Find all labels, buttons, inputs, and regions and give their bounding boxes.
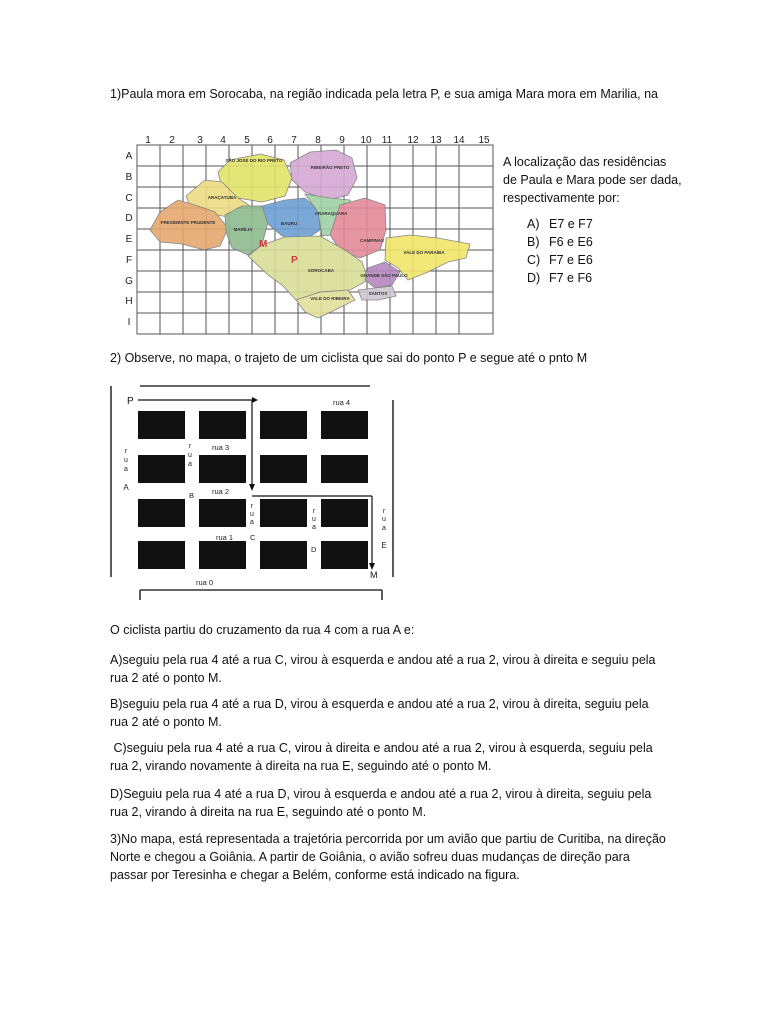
region-label-araraquara: ARARAQUARA — [314, 211, 348, 216]
map-row-c: C — [125, 193, 133, 204]
label-rua-b: B — [189, 491, 195, 500]
map-col-14: 14 — [453, 135, 465, 146]
q1-option-b: B) F6 e E6 — [527, 235, 593, 249]
street-map — [105, 378, 400, 603]
map-col-4: 4 — [220, 135, 226, 146]
region-bauru — [262, 198, 320, 240]
map-col-1: 1 — [145, 135, 151, 146]
map-col-15: 15 — [478, 135, 490, 146]
question-3-text: 3)No mapa, está representada a trajetória percorrida por um avião que partiu de Curitiba, na direção Norte e chegou a Goiânia. A partir de Goiânia, o avião sofreu duas mudanças de direção para passar por Teresinha e chegar a Belém, conforme está indicado na figura. — [110, 832, 666, 882]
block — [199, 455, 246, 483]
map-row-f: F — [125, 255, 133, 266]
label-rua-c: C — [250, 533, 256, 542]
block — [199, 499, 246, 527]
svg-text:a: a — [188, 461, 192, 468]
svg-text:A: A — [123, 483, 129, 492]
q2-option-c: C)seguiu pela rua 4 até a rua C, virou à direita e andou até a rua 2, virou à esquerda, seguiu pela rua 2, virando novamente à direita na rua E, seguindo até o ponto M. — [110, 741, 657, 773]
question-2-lead: O ciclista partiu do cruzamento da rua 4 com a rua A e: — [110, 623, 415, 637]
point-p: P — [127, 396, 134, 407]
map-row-h: H — [125, 296, 133, 307]
q1-option-d: D) F7 e F6 — [527, 271, 593, 285]
map-col-12: 12 — [407, 135, 419, 146]
svg-text:E: E — [381, 541, 387, 550]
map-col-7: 7 — [291, 135, 297, 146]
map-col-2: 2 — [169, 135, 175, 146]
block — [199, 411, 246, 439]
region-label-gsp: GRANDE SÃO PAULO — [360, 273, 408, 278]
map-row-d: D — [125, 213, 133, 224]
svg-text:a: a — [382, 525, 386, 532]
label-rua-2: rua 2 — [212, 487, 230, 496]
region-ribeirao-preto — [290, 150, 357, 200]
block — [260, 411, 307, 439]
block — [138, 499, 185, 527]
block — [321, 499, 368, 527]
block — [138, 455, 185, 483]
map-col-9: 9 — [339, 135, 345, 146]
label-rua-4: rua 4 — [333, 398, 351, 407]
svg-text:u: u — [382, 516, 386, 523]
region-label-sjrp: SÃO JOSÉ DO RIO PRETO — [225, 158, 283, 163]
map-col-11: 11 — [381, 135, 393, 146]
svg-text:a: a — [312, 524, 316, 531]
map-row-b: B — [125, 172, 133, 183]
map-col-3: 3 — [197, 135, 203, 146]
svg-text:u: u — [188, 452, 192, 459]
region-label-santos: SANTOS — [368, 291, 388, 296]
block — [321, 411, 368, 439]
region-label-vp: VALE DO PARAÍBA — [403, 250, 445, 255]
block — [199, 541, 246, 569]
label-rua-e-vertical: r — [382, 508, 386, 515]
label-rua-a-vertical: r — [124, 448, 128, 455]
q1-option-a: A) E7 e F7 — [527, 217, 593, 231]
region-label-bauru: BAURU — [280, 221, 298, 226]
map-col-6: 6 — [267, 135, 273, 146]
block — [260, 455, 307, 483]
q2-option-d: D)Seguiu pela rua 4 até a rua D, virou à esquerda e andou até a rua 2, virou à direita, seguiu pela rua 2, virando à direita na rua E, seguindo até o ponto M. — [110, 787, 652, 819]
map-col-10: 10 — [360, 135, 372, 146]
svg-text:u: u — [312, 516, 316, 523]
label-rua-d: D — [311, 545, 317, 554]
block — [321, 455, 368, 483]
q2-option-a: A)seguiu pela rua 4 até a rua C, virou à esquerda e andou até a rua 2, virou à direita e seguiu pela rua 2 até o ponto M. — [110, 653, 656, 685]
region-label-pp: PRESIDENTE PRUDENTE — [160, 220, 216, 225]
svg-text:a: a — [124, 466, 128, 473]
label-rua-vertical: r — [250, 503, 254, 510]
svg-text:u: u — [124, 457, 128, 464]
map-row-a: A — [125, 151, 133, 162]
block — [138, 411, 185, 439]
q1-option-c: C) F7 e E6 — [527, 253, 593, 267]
label-rua-vertical: r — [188, 443, 192, 450]
label-rua-3: rua 3 — [212, 443, 230, 452]
point-m: M — [370, 570, 378, 580]
map-col-13: 13 — [430, 135, 442, 146]
region-label-sorocaba: SOROCABA — [307, 268, 335, 273]
map-row-g: G — [125, 276, 133, 287]
marker-m: M — [259, 239, 268, 250]
region-label-marilia: MARÍLIA — [233, 227, 253, 232]
question-2-text: 2) Observe, no mapa, o trajeto de um ciclista que sai do ponto P e segue até o pnto M — [110, 351, 588, 365]
map-row-i: I — [127, 317, 131, 328]
label-rua-vertical: r — [312, 508, 316, 515]
region-label-campinas: CAMPINAS — [359, 238, 385, 243]
svg-text:u: u — [250, 511, 254, 518]
map-col-8: 8 — [315, 135, 321, 146]
marker-p: P — [291, 255, 298, 266]
map-col-5: 5 — [244, 135, 250, 146]
map-row-e: E — [125, 234, 133, 245]
region-label-vr: VALE DO RIBEIRA — [310, 296, 350, 301]
q2-option-b: B)seguiu pela rua 4 até a rua D, virou à esquerda e andou até a rua 2, virou à direita, seguiu pela rua 2 até o ponto M. — [110, 697, 649, 729]
block — [260, 541, 307, 569]
region-label-aracatuba: ARAÇATUBA — [207, 195, 237, 200]
block — [138, 541, 185, 569]
question-1-text: 1)Paula mora em Sorocaba, na região indicada pela letra P, e sua amiga Mara mora em Marilia, na — [110, 87, 658, 101]
svg-text:a: a — [250, 519, 254, 526]
question-1-options — [527, 215, 593, 287]
block — [260, 499, 307, 527]
question-1-side-text: A localização das residências de Paula e Mara pode ser dada, respectivamente por: — [503, 155, 682, 205]
label-rua-1: rua 1 — [216, 533, 234, 542]
sao-paulo-grid-map — [118, 134, 498, 336]
block — [321, 541, 368, 569]
region-label-rp: RIBEIRÃO PRETO — [310, 165, 350, 170]
label-rua-0: rua 0 — [196, 578, 214, 587]
